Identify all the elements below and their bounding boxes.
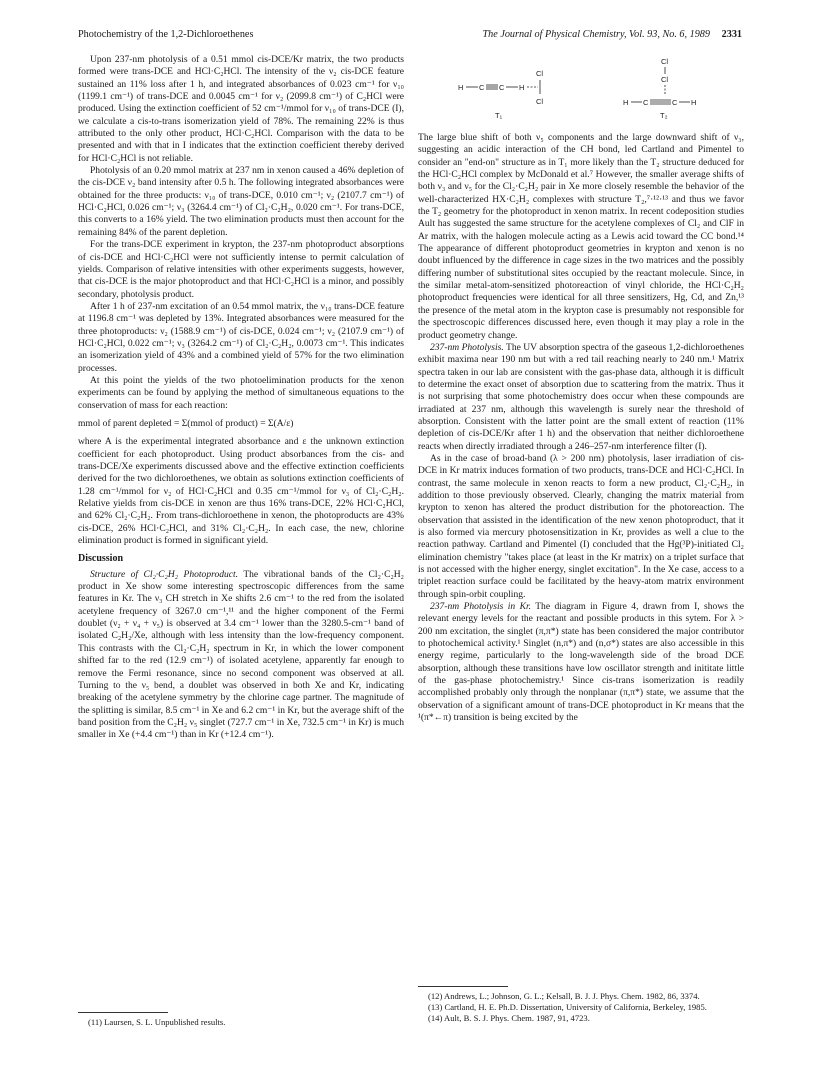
t1-atom: H (458, 83, 464, 92)
page-header (78, 28, 742, 42)
footnote-rule (78, 1012, 168, 1013)
paragraph: For the trans-DCE experiment in krypton, the 237-nm photoproduct absorptions of cis-DCE and HCl·C₂HCl were not sufficiently intense to permit calculation of yields. Comparison of relative intensities with other experiments suggests, however, that cis-DCE is the major photoproduct and that HCl·C₂HCl is a minor, and possibly secondary, photolysis product. (78, 239, 404, 300)
molecular-structures (418, 54, 744, 126)
subsection-title: 237-nm Photolysis in Kr. (430, 601, 531, 613)
left-column (78, 54, 404, 742)
paragraph: Upon 237-nm photolysis of a 0.51 mmol cis-DCE/Kr matrix, the two products formed were trans-DCE and HCl·C₂HCl. The intensity of the ν₂ cis-DCE feature sustained an 11% loss after 1 h, and integrated absorbances of 0.023 cm⁻¹ for ν₁₀ (1199.1 cm⁻¹) of trans-DCE and 0.0045 cm⁻¹ for ν₂ (2099.8 cm⁻¹) of C₂HCl were produced. Using the extinction coefficient of 52 cm⁻¹/mmol for ν₁₀ of trans-DCE (I), we calculate a cis-to-trans isomerization yield of 78%. The remaining 22% is thus attributed to the only other product, HCl·C₂HCl. Comparison with the data to be presented and with that in I indicates that the extinction coefficient thereby derived for HCl·C₂HCl is not reliable. (78, 54, 404, 164)
footnote-14: (14) Ault, B. S. J. Phys. Chem. 1987, 91, 4723. (428, 1013, 590, 1023)
footnotes-right (418, 986, 744, 1024)
paragraph: The large blue shift of both ν₅ components and the large downward shift of ν₃, suggesting an acidic interaction of the CH bond, led Cartland and Pimentel to consider an "end-on" structure as in T₁ more likely than the T₂ structure deduced for the HCl·C₂HCl complex by McDonald et al.⁷ However, the smaller average shifts of both ν₃ and ν₅ for the Cl₂·C₂H₂ pair in Xe more closely resemble the behavior of the well-characterized HX·C₂H₂ complexes with structure T₂,⁷·¹²·¹³ and thus we favor the T₂ geometry for the photoproduct in xenon matrix. In recent codeposition studies Ault has suggested the same structure for the acetylene complexes of Cl₂ and ClF in Ar matrix, with the halogen molecule acting as a Lewis acid toward the CC bond.¹⁴ The appearance of different photoproduct geometries in krypton and xenon is no doubt influenced by the difference in cage sizes in the two matrices and the possibly differing number of substitutional sites occupied by the reactant molecule. Since, in the similar metal-atom-sensitized photoreaction of vinyl chloride, the HCl·C₂H₂ photoproduct frequencies were identical for all three sensitizers, Hg, Cd, and Zn,¹³ the presence of the metal atom in the krypton case is presumably not responsible for the spectroscopic differences discussed here, even though it may play a role in the product geometry change. (418, 132, 744, 341)
footnote-11: (11) Laursen, S. L. Unpublished results. (88, 1017, 226, 1027)
page-number: 2331 (721, 29, 742, 40)
paragraph: After 1 h of 237-nm excitation of an 0.54 mmol matrix, the ν₁₀ trans-DCE feature at 1196.8 cm⁻¹ was depleted by 13%. Integrated absorbances were measured for the three photoproducts: ν₂ (1588.9 cm⁻¹) of cis-DCE, 0.024 cm⁻¹; ν₂ (2107.9 cm⁻¹) of HCl·C₂HCl, 0.022 cm⁻¹; ν₃ (3264.2 cm⁻¹) of Cl₂·C₂H₂, 0.0073 cm⁻¹. This indicates an isomerization yield of 43% and a combined yield of 57% for the two elimination processes. (78, 300, 404, 374)
right-column (418, 54, 744, 725)
t2-atom: Cl (661, 75, 669, 84)
t1-atom: H (519, 83, 525, 92)
footnote-13: (13) Cartland, H. E. Ph.D. Dissertation, University of California, Berkeley, 1985. (428, 1002, 707, 1012)
paragraph: where A is the experimental integrated absorbance and ε the unknown extinction coefficient for each photoproduct. Using product absorbances from the cis- and trans-DCE/Xe experiments discussed above and the effective extinction coefficients derived for the two dichloroethenes, we obtain as solutions extinction coefficients of 1.28 cm⁻¹/mmol for ν₂ of HCl·C₂HCl and 0.35 cm⁻¹/mmol for ν₃ of Cl₂·C₂H₂. Relative yields from cis-DCE in xenon are thus 16% trans-DCE, 22% HCl·C₂HCl, and 62% Cl₂·C₂H₂. From trans-dichloroethene in xenon, the photoproducts are 43% cis-DCE, 26% HCl·C₂HCl, and 31% Cl₂·C₂H₂. In each case, the new, chlorine elimination product is formed in significant yield. (78, 436, 404, 547)
structure-diagram (418, 54, 744, 126)
section-heading: Discussion (78, 553, 124, 565)
structure-t1 (458, 69, 543, 120)
running-title: Photochemistry of the 1,2-Dichloroethenes (78, 29, 254, 40)
paragraph (418, 342, 744, 453)
paragraph (418, 601, 744, 724)
t1-atom: C (499, 83, 505, 92)
t2-atom: C (643, 98, 649, 107)
footnotes-left (78, 1012, 404, 1028)
footnote-12: (12) Andrews, L.; Johnson, G. L.; Kelsall, B. J. J. Phys. Chem. 1982, 86, 3374. (428, 991, 700, 1001)
paragraph-body: The UV absorption spectra of the gaseous 1,2-dichloroethenes exhibit maxima near 190 nm but with a red tail reaching nearly to 240 nm.¹ Matrix spectra taken in our lab are consistent with the gas-phase data, although it is difficult to determine the exact onset of absorption due to scattering from the matrix. Thus it is not surprising that some photochemistry does occur when these compounds are irradiated at 237 nm, although this wavelength is surely near the threshold of absorption. Consistent with the latter point are the small extent of reaction (11% depletion of cis-DCE/Kr after 1 h) and the observation that neither dichloroethene reacts when directly irradiated through a 246–257-nm interference filter (I). (418, 341, 745, 452)
t2-atom: C (672, 98, 678, 107)
paragraph-body: The diagram in Figure 4, drawn from I, shows the relevant energy levels for the reactant and possible products in this sytem. For λ > 200 nm excitation, the singlet (π,π*) state has been considered the major contributor to photochemical activity.¹ Singlet (n,π*) and (n,σ*) states are also accessible in this energy regime, particularly to the long-wavelength side of the broad DCE absorption, although these transitions have low oscillator strength and inititate little of the gas-phase photochemistry.¹ Since cis-trans isomerization is readily accomplished probably only through the nonplanar (π,π*) state, we assume that the observation of a significant amount of trans-DCE photoproduct in Kr means that the ¹(π*←π) transition is being excited by the (418, 601, 744, 724)
t2-atom: Cl (661, 57, 669, 66)
t2-atom: H (691, 98, 697, 107)
paragraph: At this point the yields of the two photoelimination products for the xenon experiments can be found by applying the method of simultaneous equations to the conservation of mass for each reaction: (78, 374, 404, 411)
t1-atom: Cl (536, 97, 544, 106)
paragraph-body: The vibrational bands of the Cl₂·C₂H₂ product in Xe show some interesting spectroscopic differences from the same features in Kr. The ν₃ CH stretch in Xe shifts 2.6 cm⁻¹ to the red from the isolated acetylene frequency of 3267.0 cm⁻¹,¹¹ and the higher component of the Fermi doublet (ν₂ + ν₄ + ν₅) is observed at 3.4 cm⁻¹ lower than the 3280.5-cm⁻¹ band of isolated C₂H₂/Xe, although with less intensity than the low-frequency component. This contrasts with the Cl₂·C₂H₂ spectrum in Kr, in which the lower component shifted far to the red (12.9 cm⁻¹) of isolated acetylene, apparently far enough to remove the Fermi resonance, since no second component was observed at all. Turning to the ν₅ bend, a doublet was observed in both Xe and Kr, indicating breaking of the acetylene symmetry by the chlorine cage partner. The magnitude of the splitting is similar, 8.5 cm⁻¹ in Xe and 6.2 cm⁻¹ in Kr, but the average shift of the band position from the C₂H₂ ν₅ singlet (727.7 cm⁻¹ in Xe, 732.5 cm⁻¹ in Kr) is much smaller in Xe (+4.4 cm⁻¹) than in Kr (+12.4 cm⁻¹). (78, 568, 404, 741)
footnote-rule (418, 986, 508, 987)
structure-t2 (623, 57, 696, 120)
t2-label: T₂ (660, 111, 668, 120)
t1-atom: Cl (536, 69, 544, 78)
journal-citation: The Journal of Physical Chemistry, Vol. 93, No. 6, 1989 (482, 29, 710, 40)
paragraph: As in the case of broad-band (λ > 200 nm) photolysis, laser irradiation of cis-DCE in Kr matrix induces formation of two products, trans-DCE and HCl·C₂HCl. In contrast, the same molecule in xenon reacts to form a new product, Cl₂·C₂H₂, in addition to those previously observed. Clearly, changing the matrix material from krypton to xenon has altered the product distribution for the photoreaction. The observation that assisted in the identification of the new xenon photoproduct, that it is also formed via mercury photosensitization in Kr, provides as well a clue to the reaction pathway. Cartland and Pimentel (I) concluded that the Hg(³P)-initiated Cl₂ elimination chemistry "takes place (at least in the Kr matrix) on a triplet surface that is not accessed with the higher energy, singlet excitation". In the Xe case, access to a triplet reaction surface could be facilitated by the heavy-atom matrix environment through spin-orbit coupling. (418, 452, 744, 600)
subsection-title: 237-nm Photolysis. (430, 341, 504, 353)
subsection-title: Structure of Cl₂·C₂H₂ Photoproduct. (90, 568, 239, 580)
paragraph: Photolysis of an 0.20 mmol matrix at 237 nm in xenon caused a 46% depletion of the cis-DCE ν₂ band intensity after 0.5 h. The following integrated absorbances were obtained for the three products: ν₁₀ of trans-DCE, 0.010 cm⁻¹; ν₂ (2107.7 cm⁻¹) of HCl·C₂HCl, 0.026 cm⁻¹; ν₃ (3264.4 cm⁻¹) of Cl₂·C₂H₂, 0.020 cm⁻¹. For trans-DCE, this converts to a 16% yield. The two elimination products must then account for the remaining 84% of the parent depletion. (78, 165, 404, 238)
t1-atom: C (479, 83, 485, 92)
t1-label: T₁ (495, 111, 503, 120)
t2-atom: H (623, 98, 629, 107)
paragraph (78, 569, 404, 742)
equation: mmol of parent depleted = Σ(mmol of product) = Σ(A/ε) (78, 417, 294, 429)
